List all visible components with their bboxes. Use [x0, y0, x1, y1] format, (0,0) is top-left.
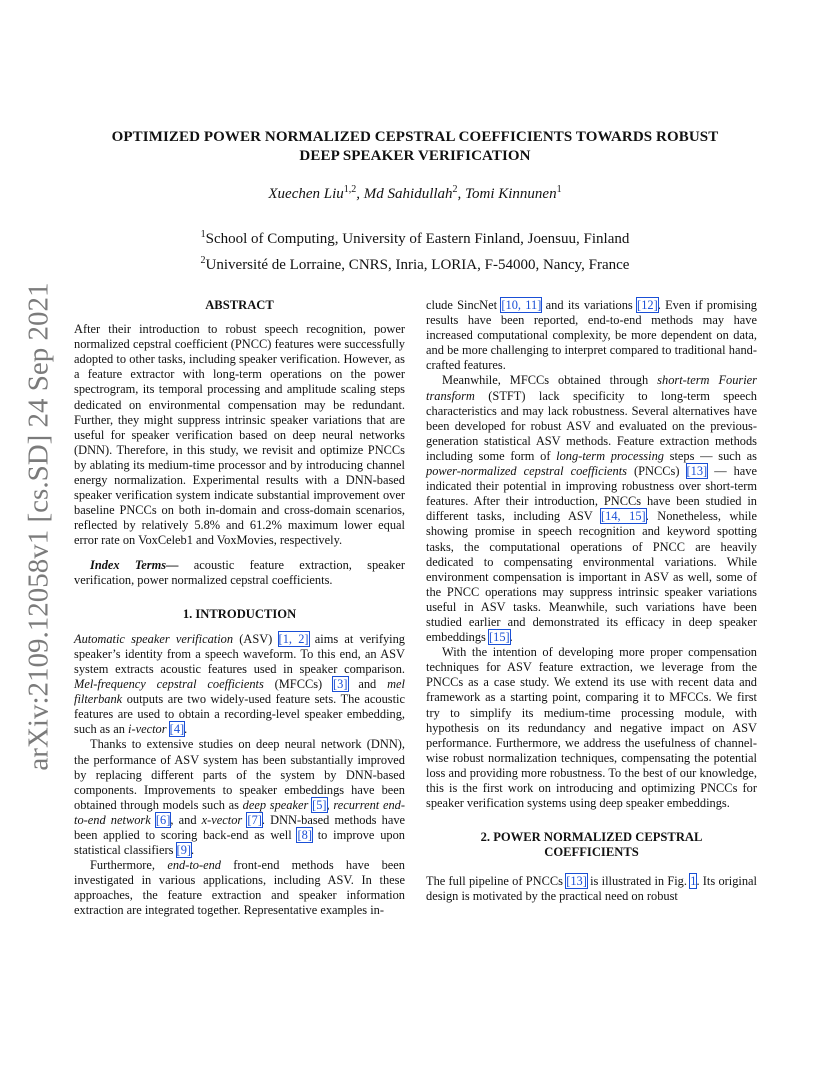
- citation-link[interactable]: [ 3 ]: [333, 677, 347, 691]
- author-affil-mark: 2: [452, 184, 458, 195]
- citation-link[interactable]: [ 14, 15 ]: [601, 509, 646, 523]
- paper-title: [70, 128, 760, 166]
- author-affil-mark: 1: [556, 184, 562, 195]
- intro-paragraph: Furthermore, end-to-end front-end methods have been investigated in various applications, including ASV. In these approaches, the feature extraction and speaker information extraction are integrated together. Representative examples in-: [74, 858, 405, 918]
- citation-link[interactable]: [ 9 ]: [177, 843, 191, 857]
- citation-link[interactable]: [ 8 ]: [297, 828, 311, 842]
- affiliation: $^1$School of Computing, University of Eastern Finland, Joensuu, Finland: [200, 229, 630, 247]
- title-line: DEEP SPEAKER VERIFICATION: [299, 148, 531, 164]
- author-name: Tomi Kinnunen: [465, 186, 557, 202]
- section-heading-introduction: 1. INTRODUCTION: [182, 606, 297, 621]
- figure-link[interactable]: 1: [690, 874, 697, 889]
- body-paragraph: With the intention of developing more proper compensation techniques for ASV feature extraction, we leverage from the PNCCs as a case study. We extend its use with recent data and framework as a starting point, comparing it to MFCCs. We first try to simplify its medium-time processing module, with hypothesis on its redundancy and negative impact on ASV performance. Furthermore, we address the usefulness of channel-wise robust normalization techniques, compensating the potential loss and providing more robustness. To the best of our knowledge, this is the first work on introducing and optimizing PNCCs for speaker verification systems using deep speaker embeddings.: [426, 645, 757, 811]
- citation-link[interactable]: [ 13 ]: [566, 874, 587, 888]
- citation-link[interactable]: [ 7 ]: [247, 813, 261, 827]
- left-column: [74, 298, 405, 919]
- title-line: OPTIMIZED POWER NORMALIZED CEPSTRAL COEFFICIENTS TOWARDS ROBUST: [111, 129, 719, 145]
- index-terms: Index Terms— acoustic feature extraction, speaker verification, power normalized cepstral coefficients.: [74, 557, 405, 587]
- affiliations: [70, 224, 760, 276]
- citation-link[interactable]: [ 10, 11 ]: [501, 298, 541, 312]
- intro-paragraph: Automatic speaker verification (ASV) [ 1, 2 ] aims at verifying speaker’s identity from a speech waveform. To this end, an ASV system extracts acoustic features used in speaker comparison. Mel-frequency cepstral coefficients (MFCCs) [ 3 ] and mel filterbank outputs are two widely-used feature sets. The acoustic features are used to obtain a recording-level speaker embedding, such as an i-vector [ 4 ] .: [74, 632, 405, 738]
- citation-link[interactable]: [ 4 ]: [170, 722, 184, 736]
- citation-link[interactable]: [ 15 ]: [489, 630, 510, 644]
- body-paragraph: clude SincNet [ 10, 11 ] and its variations [ 12 ] . Even if promising results have been reported, end-to-end methods may have increased computational complexity, be more dependent on data, and be more challenging to interpret compared to traditional hand-crafted features.: [426, 298, 757, 373]
- author-name: Xuechen Liu: [268, 186, 344, 202]
- index-terms-label: Index Terms—: [90, 557, 179, 572]
- body-paragraph: Meanwhile, MFCCs obtained through short-term Fourier transform (STFT) lack specificity to long-term speech characteristics and may lack robustness. Several alternatives have been developed for robust ASV and evaluated on the previous-generation statistical ASV methods. Feature extraction methods including some form of long-term processing steps — such as power-normalized cepstral coefficients (PNCCs) [ 13 ] — have indicated their potential in improving robustness over short-term features. After their introduction, PNCCs have been studied in different tasks, including ASV [ 14, 15 ] . Nonetheless, while showing promise in speech recognition and keyword spotting tasks, the computational operations of PNCC are heavily dedicated to compensating environmental variations. While environment compensation is important in ASV as well, some of the PNCC operations may suppress intrinsic speaker variations useful in ASV tasks. Meanwhile, such variations have been studied earlier and demonstrated its efficacy in deep speaker embeddings [ 15 ] .: [426, 373, 757, 645]
- citation-link[interactable]: [ 13 ]: [687, 464, 708, 478]
- citation-link[interactable]: [ 6 ]: [156, 813, 170, 827]
- intro-paragraph: Thanks to extensive studies on deep neural network (DNN), the performance of ASV system has been substantially improved by replacing different parts of the system by DNN-based components. Improvements to speaker embeddings have been obtained through models such as deep speaker [ 5 ] , recurrent end-to-end network [ 6 ] , and x-vector [ 7 ] . DNN-based methods have been applied to scoring back-end as well [ 8 ] to improve upon statistical classifiers [ 9 ] .: [74, 737, 405, 858]
- abstract-text: After their introduction to robust speech recognition, power normalized cepstral coefficient (PNCC) features were successfully adopted to other tasks, including speaker verification. However, as a feature extractor with long-term operations on the power spectrogram, its temporal processing and amplitude scaling steps dedicated on environmental compensation may be redundant. Further, they might suppress intrinsic speaker variations that are useful for speaker verification based on deep neural networks (DNN). Therefore, in this study, we revisit and optimize PNCCs by ablating its medium-time processor and by introducing channel energy normalization. Experimental results with a DNN-based speaker verification system indicate substantial improvement over baseline PNCCs on both in-domain and cross-domain scenarios, reflected by relatively 5.8% and 61.2% maximum lower equal error rate on VoxCeleb1 and VoxMovies, respectively.: [74, 322, 405, 548]
- section-heading-pncc: 2. POWER NORMALIZED CEPSTRAL COEFFICIENTS: [480, 830, 703, 860]
- affiliation: $^2$Université de Lorraine, CNRS, Inria, LORIA, F-54000, Nancy, France: [200, 255, 630, 273]
- arxiv-stamp: arXiv:2109.12058v1 [cs.SD] 24 Sep 2021: [22, 281, 55, 771]
- author-affil-mark: 1,2: [343, 184, 357, 195]
- author-list: Xuechen Liu$^{1,2}$, Md Sahidullah$^2$, Tomi Kinnunen$^1$: [268, 184, 562, 202]
- right-column: [426, 298, 757, 905]
- citation-link[interactable]: [ 1, 2 ]: [279, 632, 309, 646]
- abstract-heading: ABSTRACT: [205, 298, 274, 312]
- citation-link[interactable]: [ 12 ]: [637, 298, 658, 312]
- citation-link[interactable]: [ 5 ]: [312, 798, 326, 812]
- author-name: Md Sahidullah: [363, 186, 453, 202]
- body-paragraph: The full pipeline of PNCCs [ 13 ] is illustrated in Fig. 1. Its original design is motivated by the practical need on robust: [426, 874, 757, 904]
